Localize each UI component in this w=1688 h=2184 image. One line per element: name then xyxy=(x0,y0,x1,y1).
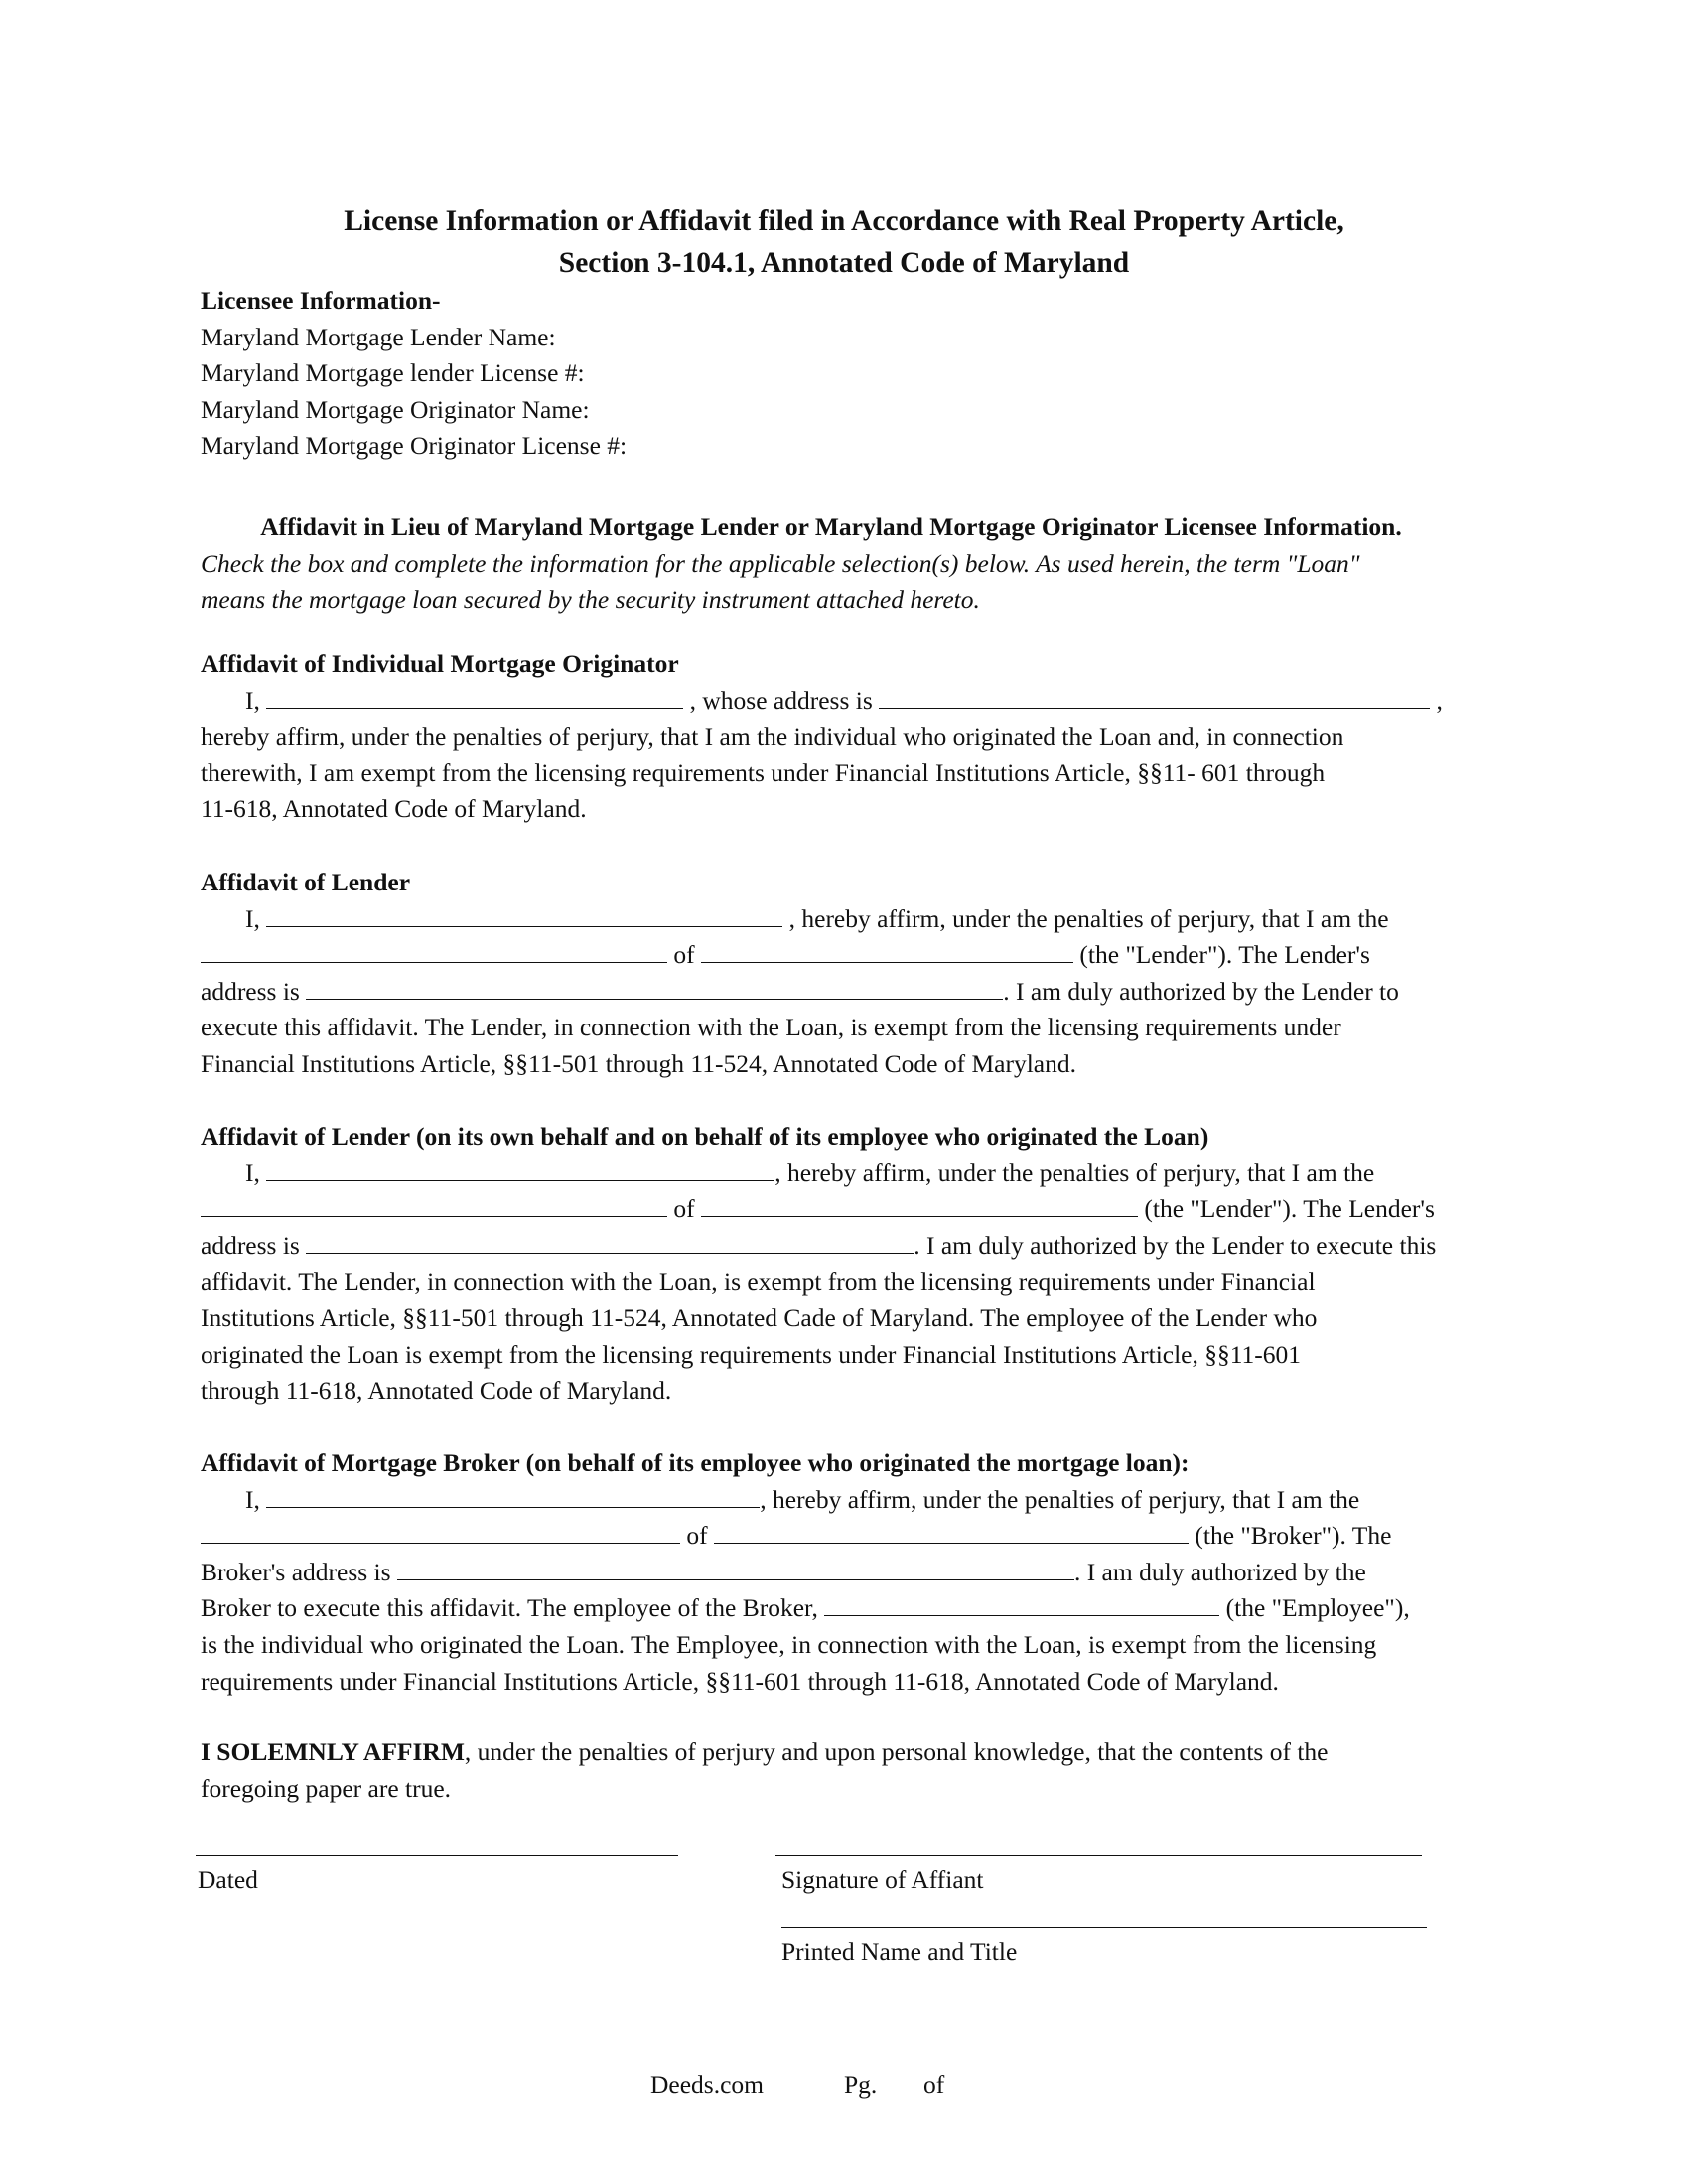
broker-text: Broker to execute this affidavit. The employee of the Broker, xyxy=(201,1593,818,1623)
individual-address-blank[interactable] xyxy=(879,685,1430,709)
instructions-line-2: means the mortgage loan secured by the security instrument attached hereto. xyxy=(201,585,980,614)
lender-text: of xyxy=(673,940,695,970)
instructions-line-1: Check the box and complete the information for the applicable selection(s) below. As used herein, the term "Loan" xyxy=(201,548,1360,578)
lender-title-blank[interactable] xyxy=(201,939,667,963)
lender-employee-text: affidavit. The Lender, in connection with the Loan, is exempt from the licensing requirements under Financial xyxy=(201,1267,1316,1297)
broker-employee-name-blank[interactable] xyxy=(824,1592,1219,1616)
lender-text: I, xyxy=(245,903,260,933)
broker-title-blank[interactable] xyxy=(201,1520,680,1544)
lender-employee-text: through 11-618, Annotated Code of Maryland. xyxy=(201,1376,672,1406)
broker-text: of xyxy=(686,1521,708,1551)
footer-site: Deeds.com xyxy=(650,2070,765,2099)
lender-employee-lender-name-blank[interactable] xyxy=(701,1193,1138,1217)
individual-text: therewith, I am exempt from the licensing requirements under Financial Institutions Article, §§11- 601 through xyxy=(201,757,1326,787)
broker-address-blank[interactable] xyxy=(397,1557,1074,1580)
lender-employee-section xyxy=(201,1119,1491,1410)
individual-heading: Affidavit of Individual Mortgage Originator xyxy=(201,649,679,678)
individual-name-blank[interactable] xyxy=(266,685,683,709)
lender-section xyxy=(201,865,1491,1083)
lender-employee-title-blank[interactable] xyxy=(201,1193,667,1217)
broker-heading: Affidavit of Mortgage Broker (on behalf of its employee who originated the mortgage loan): xyxy=(201,1448,1190,1477)
lender-name-blank[interactable] xyxy=(701,939,1073,963)
lender-license-field: Maryland Mortgage lender License #: xyxy=(201,358,585,388)
affirm-bold: I SOLEMNLY AFFIRM xyxy=(201,1737,465,1766)
affirm-text: foregoing paper are true. xyxy=(201,1773,452,1803)
lender-employee-text: (the "Lender"). The Lender's xyxy=(1144,1194,1435,1224)
footer-page: Pg. xyxy=(844,2070,878,2099)
lender-address-blank[interactable] xyxy=(306,976,1003,1000)
broker-text: . I am duly authorized by the xyxy=(1073,1557,1366,1586)
printed-name-line[interactable] xyxy=(781,1927,1427,1928)
individual-text: , whose address is xyxy=(689,685,873,715)
affirmation xyxy=(201,1734,1491,1807)
printed-name-label: Printed Name and Title xyxy=(781,1937,1018,1966)
dated-line[interactable] xyxy=(196,1855,678,1856)
broker-text: I, xyxy=(245,1484,260,1514)
lender-employee-text: address is xyxy=(201,1230,300,1260)
lender-text: . I am duly authorized by the Lender to xyxy=(1003,976,1399,1006)
individual-text: hereby affirm, under the penalties of perjury, that I am the individual who originated the Loan and, in connection xyxy=(201,722,1344,751)
lender-employee-text: Institutions Article, §§11-501 through 11-524, Annotated Cade of Maryland. The employee of the Lender who xyxy=(201,1302,1318,1332)
licensee-heading: Licensee Information- xyxy=(201,286,441,315)
lender-employee-affiant-name-blank[interactable] xyxy=(266,1158,774,1181)
affidavit-intro-heading: Affidavit in Lieu of Maryland Mortgage Lender or Maryland Mortgage Originator Licensee Information. xyxy=(260,512,1402,541)
lender-text: execute this affidavit. The Lender, in connection with the Loan, is exempt from the licensing requirements under xyxy=(201,1013,1341,1042)
lender-text: (the "Lender"). The Lender's xyxy=(1079,940,1370,970)
lender-heading: Affidavit of Lender xyxy=(201,868,411,896)
broker-text: is the individual who originated the Loan. The Employee, in connection with the Loan, is exempt from the licensing xyxy=(201,1629,1377,1659)
title-line-1: License Information or Affidavit filed in Accordance with Real Property Article, xyxy=(344,205,1344,237)
individual-originator-section xyxy=(201,646,1491,828)
dated-label: Dated xyxy=(198,1865,258,1894)
lender-text: , hereby affirm, under the penalties of perjury, that I am the xyxy=(788,903,1389,933)
signature-line[interactable] xyxy=(775,1855,1422,1856)
originator-name-field: Maryland Mortgage Originator Name: xyxy=(201,394,590,424)
affirm-text: , under the penalties of perjury and upon personal knowledge, that the contents of the xyxy=(464,1737,1329,1766)
broker-text: , hereby affirm, under the penalties of perjury, that I am the xyxy=(760,1484,1360,1514)
signature-label: Signature of Affiant xyxy=(781,1865,984,1894)
broker-text: Broker's address is xyxy=(201,1557,391,1586)
lender-employee-text: originated the Loan is exempt from the licensing requirements under Financial Institutions Article, §§11-601 xyxy=(201,1339,1302,1369)
broker-affiant-name-blank[interactable] xyxy=(266,1484,760,1508)
broker-text: (the "Broker"). The xyxy=(1195,1521,1392,1551)
lender-employee-text: of xyxy=(673,1194,695,1224)
lender-employee-text: , hereby affirm, under the penalties of perjury, that I am the xyxy=(774,1158,1375,1187)
lender-affiant-name-blank[interactable] xyxy=(266,903,782,927)
lender-employee-text: I, xyxy=(245,1158,260,1187)
lender-text: address is xyxy=(201,976,300,1006)
affidavit-intro xyxy=(201,509,1491,618)
lender-text: Financial Institutions Article, §§11-501 through 11-524, Annotated Code of Maryland. xyxy=(201,1048,1076,1078)
lender-name-field: Maryland Mortgage Lender Name: xyxy=(201,322,556,351)
title-line-2: Section 3-104.1, Annotated Code of Maryland xyxy=(558,247,1130,279)
broker-text: (the "Employee"), xyxy=(1225,1593,1410,1623)
originator-license-field: Maryland Mortgage Originator License #: xyxy=(201,431,628,461)
individual-text: 11-618, Annotated Code of Maryland. xyxy=(201,794,587,824)
individual-text: , xyxy=(1436,685,1443,715)
footer-of: of xyxy=(923,2070,945,2099)
individual-text: I, xyxy=(245,685,260,715)
broker-text: requirements under Financial Institutions Article, §§11-601 through 11-618, Annotated Code of Maryland. xyxy=(201,1666,1279,1696)
broker-name-blank[interactable] xyxy=(714,1520,1189,1544)
lender-employee-heading: Affidavit of Lender (on its own behalf and on behalf of its employee who originated the Loan) xyxy=(201,1122,1209,1151)
lender-employee-address-blank[interactable] xyxy=(306,1230,914,1254)
licensee-section xyxy=(201,283,1491,465)
broker-section xyxy=(201,1445,1491,1700)
lender-employee-text: . I am duly authorized by the Lender to execute this xyxy=(914,1230,1437,1260)
document-title xyxy=(139,201,1549,284)
